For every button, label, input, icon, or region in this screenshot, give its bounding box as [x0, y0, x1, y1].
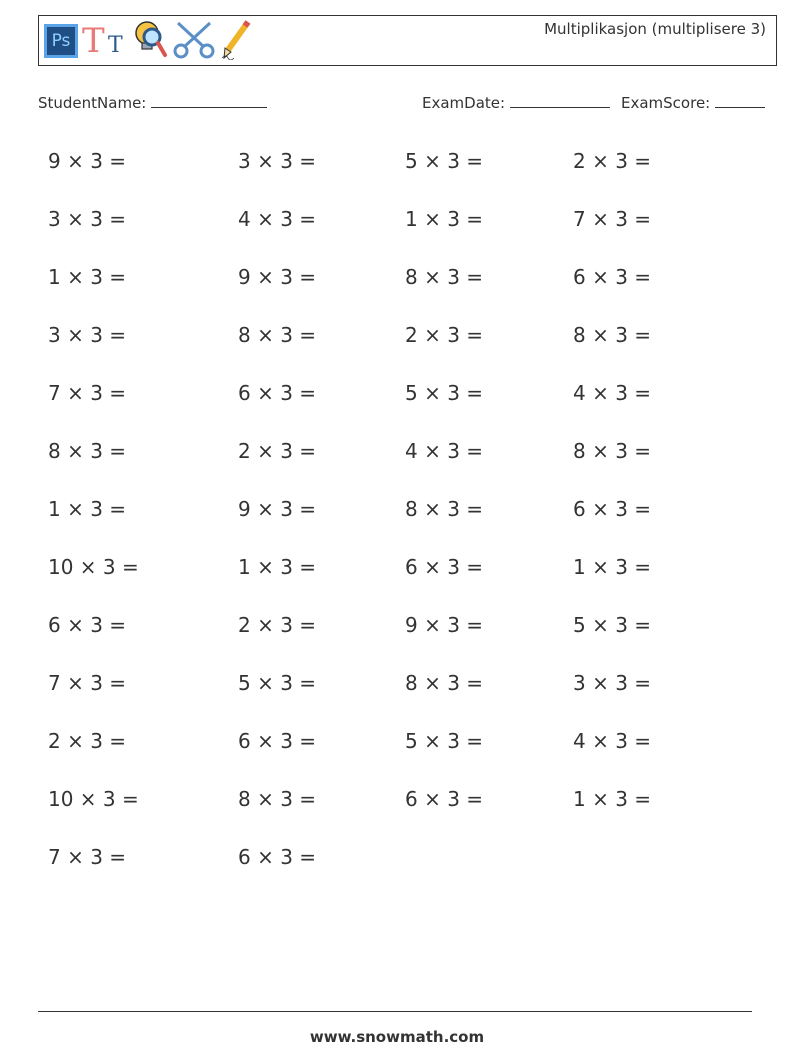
problem-item: 6 × 3 =	[405, 555, 484, 579]
problem-item: 3 × 3 =	[573, 671, 652, 695]
problem-item: 2 × 3 =	[238, 439, 317, 463]
problem-item: 2 × 3 =	[238, 613, 317, 637]
problem-item: 8 × 3 =	[405, 265, 484, 289]
exam-score-field[interactable]	[621, 93, 765, 112]
photoshop-icon: Ps	[44, 24, 78, 58]
problem-item: 6 × 3 =	[573, 265, 652, 289]
problem-item: 2 × 3 =	[573, 149, 652, 173]
problem-item: 5 × 3 =	[238, 671, 317, 695]
worksheet-title: Multiplikasjon (multiplisere 3)	[544, 20, 766, 38]
problem-item: 8 × 3 =	[238, 787, 317, 811]
problem-item: 4 × 3 =	[238, 207, 317, 231]
problem-item: 3 × 3 =	[238, 149, 317, 173]
header-icons	[44, 20, 254, 62]
exam-date-field[interactable]	[422, 93, 610, 112]
magnifier-bulb-icon	[132, 19, 168, 63]
problem-item: 3 × 3 =	[48, 323, 127, 347]
problem-item: 9 × 3 =	[405, 613, 484, 637]
exam-date-blank[interactable]	[510, 93, 610, 108]
student-name-label: StudentName:	[38, 94, 147, 112]
problem-item: 4 × 3 =	[405, 439, 484, 463]
problem-item: 7 × 3 =	[48, 671, 127, 695]
problem-item: 5 × 3 =	[405, 729, 484, 753]
exam-score-label: ExamScore:	[621, 94, 711, 112]
problem-item: 2 × 3 =	[405, 323, 484, 347]
problem-item: 2 × 3 =	[48, 729, 127, 753]
problem-item: 6 × 3 =	[573, 497, 652, 521]
scissors-icon	[172, 19, 216, 63]
problem-item: 8 × 3 =	[238, 323, 317, 347]
problem-item: 6 × 3 =	[238, 845, 317, 869]
problem-item: 8 × 3 =	[48, 439, 127, 463]
problem-item: 8 × 3 =	[405, 497, 484, 521]
problem-item: 8 × 3 =	[573, 323, 652, 347]
problem-item: 5 × 3 =	[405, 149, 484, 173]
problem-item: 9 × 3 =	[48, 149, 127, 173]
problem-item: 6 × 3 =	[238, 381, 317, 405]
problem-item: 7 × 3 =	[48, 845, 127, 869]
text-size-icon	[82, 23, 128, 59]
problem-item: 1 × 3 =	[405, 207, 484, 231]
problem-item: 6 × 3 =	[238, 729, 317, 753]
problem-item: 9 × 3 =	[238, 265, 317, 289]
text-size-icon-small-t: T	[108, 33, 123, 58]
worksheet-header	[38, 15, 777, 66]
exam-date-label: ExamDate:	[422, 94, 506, 112]
problem-item: 10 × 3 =	[48, 555, 139, 579]
problem-item: 5 × 3 =	[405, 381, 484, 405]
student-info-row	[38, 93, 771, 115]
problem-item: 1 × 3 =	[238, 555, 317, 579]
problem-item: 4 × 3 =	[573, 381, 652, 405]
problem-item: 6 × 3 =	[405, 787, 484, 811]
problem-item: 3 × 3 =	[48, 207, 127, 231]
footer-divider	[38, 1011, 752, 1012]
problem-item: 7 × 3 =	[48, 381, 127, 405]
problem-item: 9 × 3 =	[238, 497, 317, 521]
pencil-icon	[220, 18, 254, 64]
problem-item: 8 × 3 =	[573, 439, 652, 463]
problem-item: 6 × 3 =	[48, 613, 127, 637]
problem-item: 4 × 3 =	[573, 729, 652, 753]
footer-url: www.snowmath.com	[309, 1028, 485, 1046]
exam-score-blank[interactable]	[715, 93, 765, 108]
problem-item: 10 × 3 =	[48, 787, 139, 811]
student-name-blank[interactable]	[151, 93, 267, 108]
problem-item: 1 × 3 =	[48, 265, 127, 289]
problem-item: 1 × 3 =	[573, 555, 652, 579]
problem-item: 8 × 3 =	[405, 671, 484, 695]
student-name-field[interactable]	[38, 93, 267, 112]
problem-item: 5 × 3 =	[573, 613, 652, 637]
text-size-icon-large-t: T	[82, 21, 105, 61]
problem-item: 1 × 3 =	[48, 497, 127, 521]
problem-item: 1 × 3 =	[573, 787, 652, 811]
problem-item: 7 × 3 =	[573, 207, 652, 231]
